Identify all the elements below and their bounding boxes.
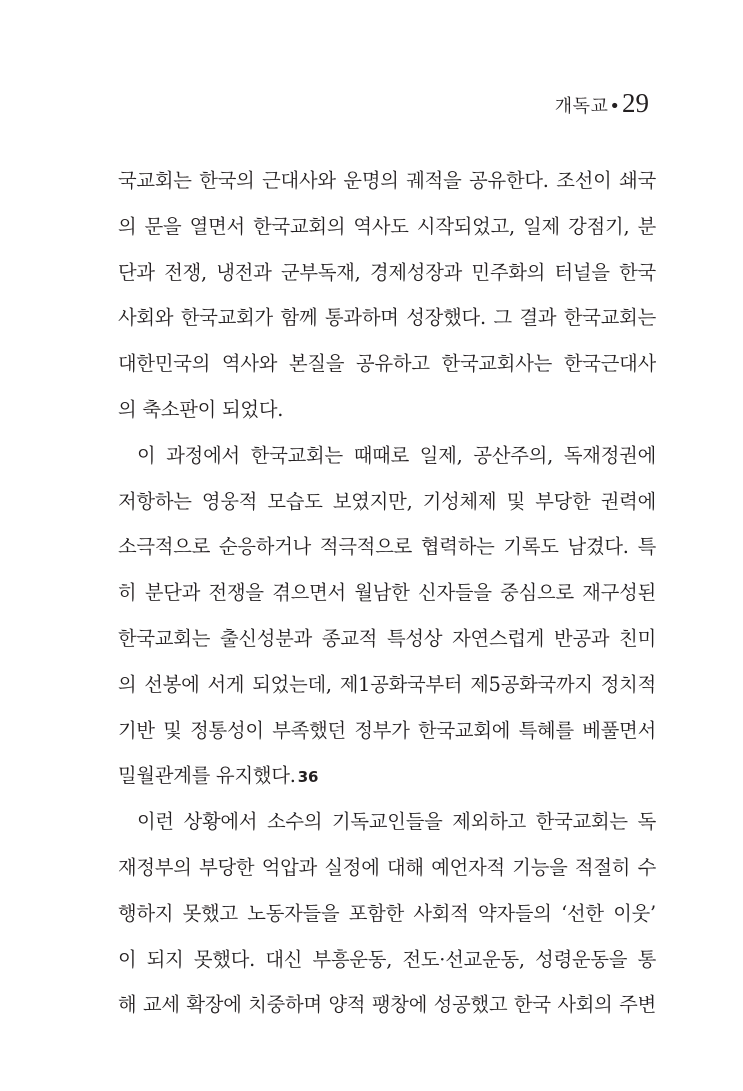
body-line: 이런 상황에서 소수의 기독교인들을 제외하고 한국교회는 독	[137, 810, 656, 834]
body-line: 의 선봉에 서게 되었는데, 제1공화국부터 제5공화국까지 정치적	[118, 672, 656, 696]
body-line-with-footnote	[118, 753, 656, 799]
body-line: 기반 및 정통성이 부족했던 정부가 한국교회에 특혜를 베풀면서	[118, 718, 656, 742]
footnote-reference[interactable]: 36	[297, 768, 319, 787]
body-line: 대한민국의 역사와 본질을 공유하고 한국교회사는 한국근대사	[118, 352, 656, 376]
body-text	[118, 158, 656, 1028]
body-line: 해 교세 확장에 치중하며 양적 팽창에 성공했고 한국 사회의 주변	[118, 993, 656, 1017]
body-line: 이 과정에서 한국교회는 때때로 일제, 공산주의, 독재정권에	[137, 443, 656, 467]
header-separator: •	[609, 96, 620, 117]
body-line: 단과 전쟁, 냉전과 군부독재, 경제성장과 민주화의 터널을 한국	[118, 260, 656, 284]
body-line-text: 밀월관계를 유지했다.	[118, 764, 296, 788]
body-line: 사회와 한국교회가 함께 통과하며 성장했다. 그 결과 한국교회는	[118, 306, 656, 330]
body-line: 이 되지 못했다. 대신 부흥운동, 전도·선교운동, 성령운동을 통	[118, 947, 656, 971]
chapter-title: 개독교	[554, 96, 609, 117]
page-number: 29	[622, 88, 649, 118]
body-line: 의 축소판이 되었다.	[118, 397, 284, 421]
body-line: 한국교회는 출신성분과 종교적 특성상 자연스럽게 반공과 친미	[118, 626, 656, 650]
body-line: 저항하는 영웅적 모습도 보였지만, 기성체제 및 부당한 권력에	[118, 489, 656, 513]
body-line: 히 분단과 전쟁을 겪으면서 월남한 신자들을 중심으로 재구성된	[118, 581, 656, 605]
running-header	[555, 88, 649, 119]
body-line: 소극적으로 순응하거나 적극적으로 협력하는 기록도 남겼다. 특	[118, 535, 656, 559]
body-line: 재정부의 부당한 억압과 실정에 대해 예언자적 기능을 적절히 수	[118, 855, 656, 879]
body-line: 국교회는 한국의 근대사와 운명의 궤적을 공유한다. 조선이 쇄국	[118, 169, 656, 192]
body-line: 행하지 못했고 노동자들을 포함한 사회적 약자들의 ‘선한 이웃’	[118, 901, 656, 925]
body-line: 의 문을 열면서 한국교회의 역사도 시작되었고, 일제 강점기, 분	[118, 214, 656, 238]
